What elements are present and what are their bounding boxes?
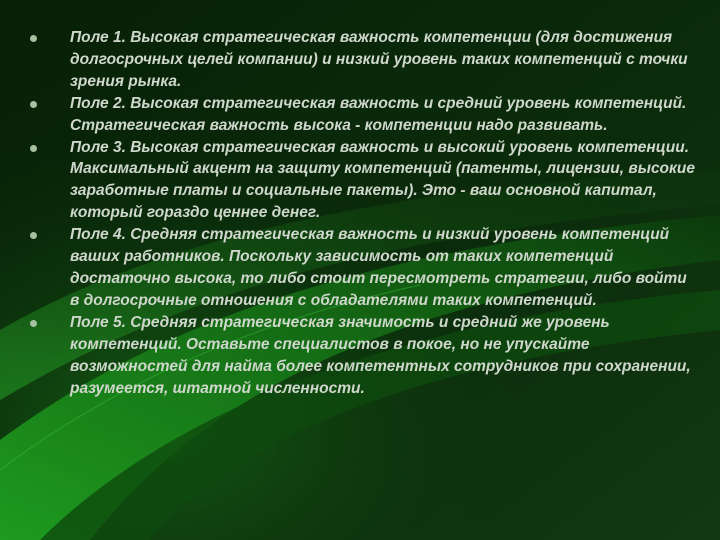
list-item-text: Поле 2. Высокая стратегическая важность и средний уровень компетенций. Стратегическая важность высока - компетенции надо развивать. [70,94,687,134]
bullet-icon [30,145,37,152]
list-item [28,312,696,400]
bullet-icon [30,320,37,327]
list-item [28,224,696,312]
bullet-icon [30,232,37,239]
list-item [28,27,696,93]
bullet-list [28,27,696,399]
list-item-text: Поле 3. Высокая стратегическая важность и высокий уровень компетенции. Максимальный акцент на защиту компетенций (патенты, лицензии, высокие заработные платы и социальные пакеты). Это - ваш основной капитал, который гораздо ценнее денег. [70,138,695,222]
bullet-icon [30,35,37,42]
list-item [28,137,696,225]
list-item-text: Поле 1. Высокая стратегическая важность компетенции (для достижения долгосрочных целей компании) и низкий уровень таких компетенций с точки зрения рынка. [70,29,688,90]
content-area [28,27,696,399]
bullet-icon [30,101,37,108]
list-item [28,93,696,137]
list-item-text: Поле 5. Средняя стратегическая значимость и средний же уровень компетенций. Оставьте специалистов в покое, но не упускайте возможностей для найма более компетентных сотрудников при сохранении, разумеется, штатной численности. [70,313,691,397]
list-item-text: Поле 4. Средняя стратегическая важность и низкий уровень компетенций ваших работников. Поскольку зависимость от таких компетенций достаточно высока, то либо стоит пересмотреть стратегии, либо войти в долгосрочные отношения с обладателями таких компетенций. [70,226,687,309]
